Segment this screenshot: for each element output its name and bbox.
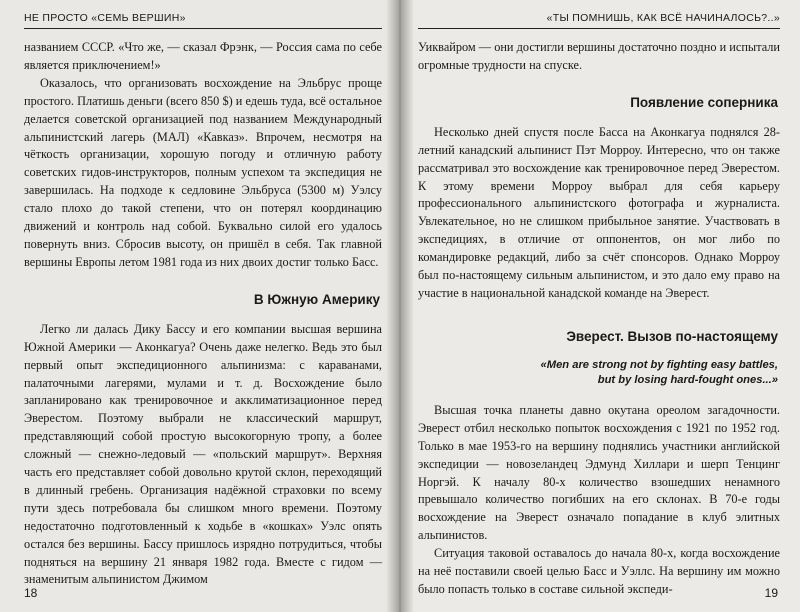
left-page-body	[24, 39, 382, 589]
epigraph-line: but by losing hard-fought ones...»	[597, 373, 778, 386]
paragraph: Оказалось, что организовать восхождение на Эльбрус проще простого. Платишь деньги (всего 850 $) и едешь туда, всё остальное делается советской организацией под названием Международный альпинистский лагерь (МАЛ) «Кавказ». Впрочем, несмотря на чёткость организации, хорошую погоду и отличную работу советских гидов-инструкторов, полным успехом та экспедиция не завершилась. На подходе к седловине Эльбруса (5300 м) Уэлсу стало плохо до такой степени, что он потерял координацию движений и контроль над собой. Буквально силой его удалось повернуть вниз. Сбросив высоту, он пришёл в себя. Так главной вершины Европы летом 1981 года из них двоих достиг только Басс.	[24, 75, 382, 269]
paragraph: Несколько дней спустя после Басса на Аконкагуа поднялся 28-летний канадский альпинист Пэт Морроу. Интересно, что он также рассматривал это восхождение как тренировочное перед Эверестом. К этому времени Морроу выбрал для себя карьеру профессионального альпинистского фотографа и журналиста. Увлекательное, но не слишком прибыльное занятие. Участвовать в экспедициях, в отличие от оппонентов, он мог либо по командировке редакций, либо за счёт спонсоров. Однако Морроу был по-настоящему сильным альпинистом, и это дало ему право на участие в национальной канадской команде на Эверест.	[418, 124, 780, 300]
paragraph: Высшая точка планеты давно окутана ореолом загадочности. Эверест отбил несколько попыток восхождения с 1921 по 1952 год. Только в мае 1953-го на вершину поднялись участники английской экспедиции — новозеландец Эдмунд Хиллари и шерп Тенцинг Норгэй. К началу 80-х количество взошедших ненамного превышало количество погибших на его склонах. В 70-е годы восхождение на Эверест означало попадание в клуб элитных альпинистов.	[418, 402, 780, 543]
section-heading: Эверест. Вызов по-настоящему	[566, 328, 778, 344]
paragraph: Уиквайром — они достигли вершины достаточно поздно и испытали огромные трудности на спуске.	[418, 40, 780, 72]
paragraph: Ситуация таковой оставалось до начала 80-х, когда восхождение на неё поставили своей целью Басс и Уэллс. На вершину им можно было попасть только в составе сильной экспеди-	[418, 546, 780, 596]
page-number-right: 19	[764, 586, 778, 600]
epigraph	[418, 358, 778, 388]
paragraph: названием СССР. «Что же, — сказал Фрэнк, — Россия сама по себе является приключением!»	[24, 40, 382, 72]
page-number-left: 18	[24, 586, 38, 600]
section-heading: В Южную Америку	[253, 291, 380, 307]
right-page-body	[418, 39, 780, 599]
paragraph: Легко ли далась Дику Бассу и его компании высшая вершина Южной Америки — Аконкагуа? Очень даже нелегко. Ведь это был первый опыт экспедиционного альпинизма: с караванами, палаточными лагерями, мулами и т. д. Восхождение было запланировано как тренировочное и акклиматизационное перед Эверестом. Поэтому выбрали не классический маршрут, представляющий собой простую высокогорную тропу, а более сложный — снежно-ледовый — «польский маршрут». Верхняя часть его представляет собой довольно крутой склон, переходящий в длинный гребень. Организация надёжной страховки по всему пути здесь потребовала бы слишком много времени. Поэтому недостаточно подготовленный к ходьбе в «кошках» Уэлс опять остался без вершины. Бассу пришлось изрядно потрудиться, чтобы подняться на вершину 21 января 1982 года. Вместе с гидом — знаменитым альпинистом Джимом	[24, 321, 382, 587]
right-page	[400, 0, 800, 612]
running-head-left: НЕ ПРОСТО «СЕМЬ ВЕРШИН»	[24, 0, 382, 29]
book-gutter-shadow	[386, 0, 414, 612]
epigraph-line: «Men are strong not by fighting easy battles,	[540, 358, 778, 371]
running-head-right: «ТЫ ПОМНИШЬ, КАК ВСЁ НАЧИНАЛОСЬ?..»	[418, 0, 780, 29]
section-heading: Появление соперника	[630, 94, 778, 110]
